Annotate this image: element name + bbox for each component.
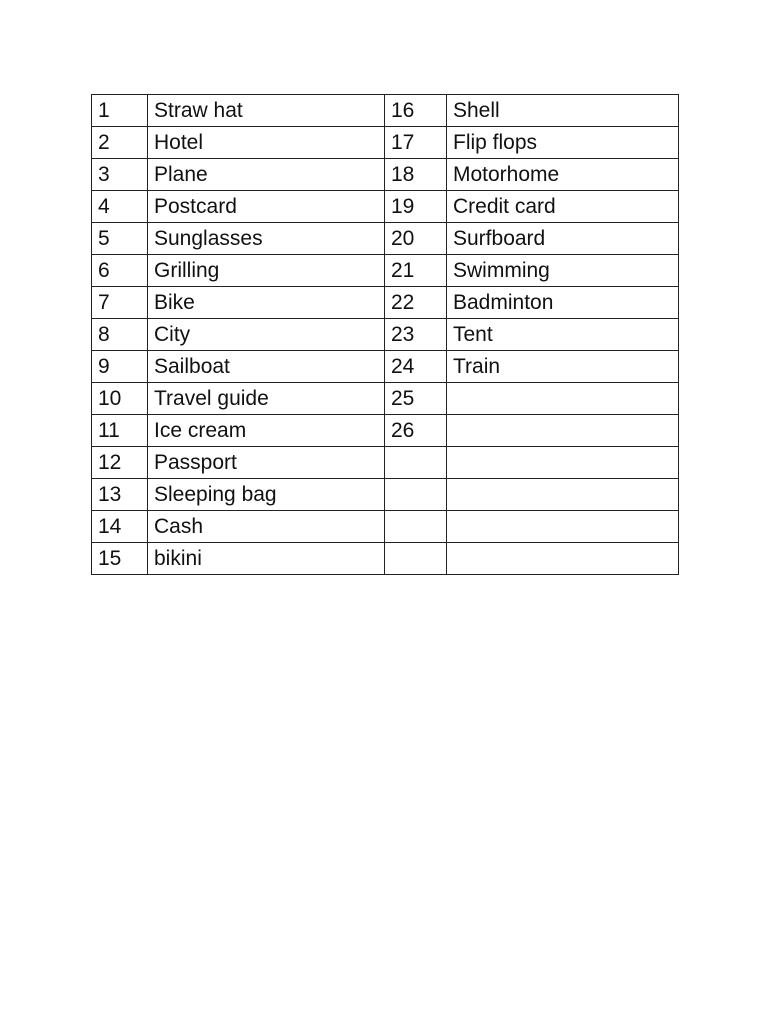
table-row	[92, 127, 679, 159]
cell-number-left: 7	[92, 287, 148, 319]
table-body	[92, 95, 679, 575]
cell-word-left: Sleeping bag	[148, 479, 385, 511]
cell-word-left: Postcard	[148, 191, 385, 223]
vocabulary-table	[91, 94, 679, 575]
cell-word-left: Bike	[148, 287, 385, 319]
cell-number-right: 20	[385, 223, 447, 255]
cell-number-left: 12	[92, 447, 148, 479]
table-row	[92, 159, 679, 191]
table-row	[92, 351, 679, 383]
cell-word-left: Cash	[148, 511, 385, 543]
cell-word-right	[447, 511, 679, 543]
cell-number-right	[385, 447, 447, 479]
cell-number-left: 2	[92, 127, 148, 159]
cell-number-left: 5	[92, 223, 148, 255]
cell-number-right: 16	[385, 95, 447, 127]
cell-number-right: 24	[385, 351, 447, 383]
cell-number-right: 26	[385, 415, 447, 447]
cell-number-left: 8	[92, 319, 148, 351]
cell-word-right	[447, 447, 679, 479]
cell-word-right: Credit card	[447, 191, 679, 223]
cell-number-left: 3	[92, 159, 148, 191]
cell-word-left: Sunglasses	[148, 223, 385, 255]
cell-number-right: 25	[385, 383, 447, 415]
table-row	[92, 255, 679, 287]
cell-word-right: Surfboard	[447, 223, 679, 255]
cell-number-left: 13	[92, 479, 148, 511]
table-row	[92, 415, 679, 447]
cell-number-right: 21	[385, 255, 447, 287]
table-row	[92, 287, 679, 319]
cell-word-right: Motorhome	[447, 159, 679, 191]
cell-word-right: Tent	[447, 319, 679, 351]
table-row	[92, 191, 679, 223]
cell-number-left: 11	[92, 415, 148, 447]
cell-word-left: Grilling	[148, 255, 385, 287]
cell-number-left: 14	[92, 511, 148, 543]
cell-word-right: Swimming	[447, 255, 679, 287]
cell-number-left: 6	[92, 255, 148, 287]
table-row	[92, 479, 679, 511]
cell-word-left: Hotel	[148, 127, 385, 159]
cell-word-left: Ice cream	[148, 415, 385, 447]
cell-number-left: 10	[92, 383, 148, 415]
table-row	[92, 383, 679, 415]
cell-word-left: bikini	[148, 543, 385, 575]
cell-number-right	[385, 511, 447, 543]
cell-number-left: 9	[92, 351, 148, 383]
cell-number-left: 15	[92, 543, 148, 575]
table-row	[92, 319, 679, 351]
cell-number-right: 22	[385, 287, 447, 319]
cell-word-left: Passport	[148, 447, 385, 479]
cell-word-right: Train	[447, 351, 679, 383]
cell-number-right: 19	[385, 191, 447, 223]
table-row	[92, 447, 679, 479]
cell-word-left: Plane	[148, 159, 385, 191]
cell-word-right: Badminton	[447, 287, 679, 319]
cell-word-right	[447, 415, 679, 447]
cell-number-right: 23	[385, 319, 447, 351]
cell-number-right	[385, 479, 447, 511]
cell-number-right	[385, 543, 447, 575]
table-row	[92, 223, 679, 255]
cell-word-left: City	[148, 319, 385, 351]
cell-word-left: Straw hat	[148, 95, 385, 127]
table-row	[92, 511, 679, 543]
cell-word-right: Flip flops	[447, 127, 679, 159]
cell-number-left: 4	[92, 191, 148, 223]
cell-number-left: 1	[92, 95, 148, 127]
table-row	[92, 543, 679, 575]
cell-word-left: Travel guide	[148, 383, 385, 415]
cell-word-right	[447, 383, 679, 415]
cell-number-right: 17	[385, 127, 447, 159]
table-row	[92, 95, 679, 127]
cell-word-right	[447, 543, 679, 575]
cell-word-right: Shell	[447, 95, 679, 127]
cell-word-right	[447, 479, 679, 511]
cell-number-right: 18	[385, 159, 447, 191]
cell-word-left: Sailboat	[148, 351, 385, 383]
